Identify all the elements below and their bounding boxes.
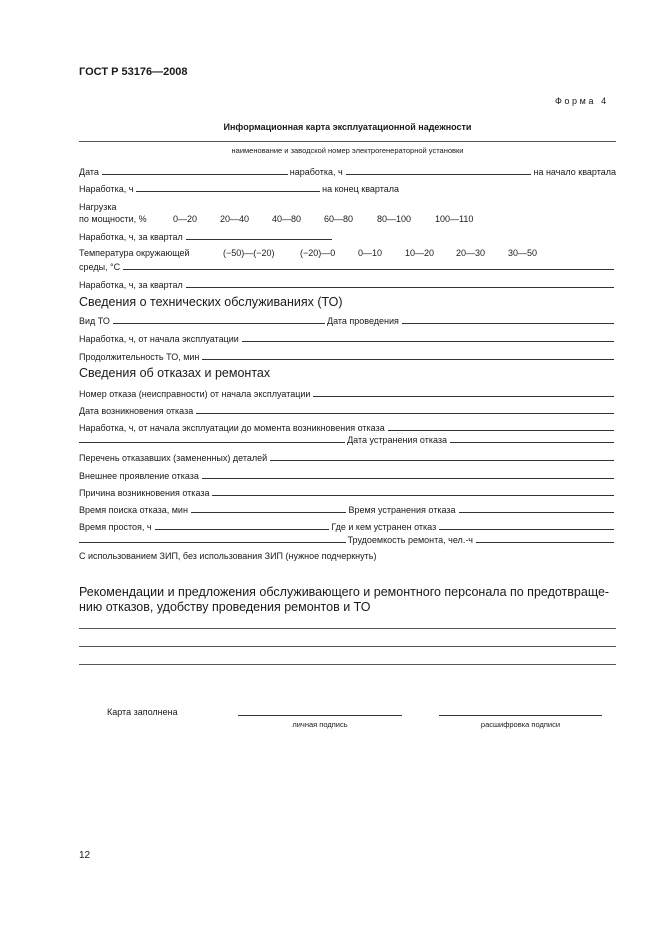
failure-manifestation-label: Внешнее проявление отказа	[79, 471, 199, 481]
failure-number-field[interactable]	[313, 396, 614, 397]
failure-downtime-label: Время простоя, ч	[79, 522, 152, 532]
temp-range[interactable]: 0—10	[358, 248, 383, 258]
maintenance-type-label: Вид ТО	[79, 316, 110, 326]
hours-quarter-row-2	[79, 278, 616, 290]
load-label-line2: по мощности, %	[79, 214, 147, 224]
temp-range[interactable]: 20—30	[456, 248, 486, 258]
failure-parts-row	[79, 451, 616, 463]
personal-signature-caption: личная подпись	[292, 720, 348, 729]
hours-quarter-field-2[interactable]	[186, 287, 614, 288]
failure-cause-label: Причина возникновения отказа	[79, 488, 210, 498]
maintenance-duration-row	[79, 350, 616, 362]
failure-search-time-label: Время поиска отказа, мин	[79, 505, 188, 515]
installation-name-caption: наименование и заводской номер электрогенераторной установки	[231, 146, 464, 155]
recommendations-line[interactable]	[79, 646, 616, 647]
failure-labor-label: Трудоемкость ремонта, чел.-ч	[347, 535, 473, 545]
load-range[interactable]: 40—80	[272, 214, 302, 224]
date-row	[79, 165, 616, 177]
card-title: Информационная карта эксплуатационной надежности	[223, 122, 472, 132]
hours-quarter-row-1	[79, 230, 334, 242]
date-label: Дата	[79, 167, 99, 177]
failure-parts-field[interactable]	[270, 460, 614, 461]
maintenance-heading: Сведения о технических обслуживаниях (ТО)	[79, 295, 343, 309]
failure-labor-row	[79, 533, 616, 545]
failure-search-time-field[interactable]	[191, 512, 347, 513]
failure-fix-time-field[interactable]	[459, 512, 615, 513]
quarter-start-label: на начало квартала	[533, 167, 616, 177]
failure-fix-date-field[interactable]	[450, 442, 614, 443]
temp-range[interactable]: 30—50	[508, 248, 538, 258]
maintenance-duration-label: Продолжительность ТО, мин	[79, 352, 200, 362]
installation-name-line[interactable]	[79, 141, 616, 142]
hours-label: наработка, ч	[289, 167, 343, 177]
standard-number: ГОСТ Р 53176—2008	[79, 66, 188, 78]
failure-date-label: Дата возникновения отказа	[79, 406, 194, 416]
hours-quarter-field-1[interactable]	[186, 239, 332, 240]
failure-cause-field[interactable]	[212, 495, 614, 496]
failure-number-row	[79, 387, 616, 399]
recommendations-heading-line1: Рекомендации и предложения обслуживающего и ремонтного персонала по предотвраще-	[79, 585, 610, 599]
hours-end-field[interactable]	[136, 191, 320, 192]
failure-search-time-row	[79, 503, 616, 515]
maintenance-duration-field[interactable]	[202, 359, 614, 360]
maintenance-date-field[interactable]	[402, 323, 614, 324]
recommendations-heading-line2: нию отказов, удобству проведения ремонтов и ТО	[79, 600, 371, 614]
hours-quarter-label-1: Наработка, ч, за квартал	[79, 232, 183, 242]
failure-cause-row	[79, 486, 616, 498]
recommendations-line[interactable]	[79, 664, 616, 665]
temp-ranges	[223, 248, 537, 258]
failure-labor-field[interactable]	[476, 542, 614, 543]
hours-end-label: Наработка, ч	[79, 184, 134, 194]
maintenance-date-label: Дата проведения	[326, 316, 399, 326]
maintenance-type-row	[79, 314, 616, 326]
load-range[interactable]: 20—40	[220, 214, 250, 224]
failure-fix-time-label: Время устранения отказа	[348, 505, 456, 515]
failure-hours-field[interactable]	[388, 430, 614, 431]
temp-range[interactable]: 10—20	[405, 248, 435, 258]
failure-hours-row	[79, 421, 616, 433]
maintenance-hours-row	[79, 332, 616, 344]
load-range[interactable]: 60—80	[324, 214, 354, 224]
load-range[interactable]: 80—100	[377, 214, 412, 224]
load-ranges	[173, 214, 473, 224]
temp-label-line2: среды, °С	[79, 262, 121, 272]
temp-range[interactable]: (−50)—(−20)	[223, 248, 275, 258]
hours-quarter-label-2: Наработка, ч, за квартал	[79, 280, 183, 290]
page-number: 12	[79, 850, 91, 861]
failure-number-label: Номер отказа (неисправности) от начала эксплуатации	[79, 389, 311, 399]
maintenance-hours-label: Наработка, ч, от начала эксплуатации	[79, 334, 239, 344]
signature-transcript-caption: расшифровка подписи	[480, 720, 561, 729]
hours-start-field[interactable]	[346, 174, 532, 175]
failure-date-field[interactable]	[196, 413, 614, 414]
temp-row	[79, 260, 616, 272]
quarter-end-label: на конец квартала	[322, 184, 399, 194]
load-label-line1: Нагрузка	[79, 202, 117, 212]
form-label: Форма 4	[555, 96, 609, 106]
failure-where-who-label: Где и кем устранен отказ	[331, 522, 437, 532]
load-range[interactable]: 100—110	[435, 214, 474, 224]
failure-fix-date-row	[79, 433, 616, 445]
failure-downtime-row	[79, 520, 616, 532]
signature-transcript-line[interactable]	[439, 715, 602, 716]
hours-end-row	[79, 182, 399, 194]
failure-downtime-field-cont[interactable]	[79, 542, 346, 543]
personal-signature-line[interactable]	[238, 715, 402, 716]
failure-where-who-field[interactable]	[439, 529, 614, 530]
failures-heading: Сведения об отказах и ремонтах	[79, 366, 271, 380]
maintenance-type-field[interactable]	[113, 323, 325, 324]
maintenance-hours-field[interactable]	[242, 341, 614, 342]
failure-parts-label: Перечень отказавших (замененных) деталей	[79, 453, 268, 463]
failure-manifestation-row	[79, 469, 616, 481]
temp-label-line1: Температура окружающей	[79, 248, 190, 258]
failure-manifestation-field[interactable]	[202, 478, 614, 479]
failure-hours-label: Наработка, ч, от начала эксплуатации до момента возникновения отказа	[79, 423, 385, 433]
failure-date-row	[79, 404, 616, 416]
temp-range[interactable]: (−20)—0	[300, 248, 336, 258]
failure-downtime-field[interactable]	[155, 529, 330, 530]
filled-by-label: Карта заполнена	[107, 707, 178, 717]
failure-hours-field-cont[interactable]	[79, 442, 345, 443]
spares-note: С использованием ЗИП, без использования ЗИП (нужное подчеркнуть)	[79, 551, 377, 561]
date-field[interactable]	[102, 174, 288, 175]
load-range[interactable]: 0—20	[173, 214, 198, 224]
recommendations-line[interactable]	[79, 628, 616, 629]
failure-fix-date-label: Дата устранения отказа	[347, 435, 447, 445]
temp-field[interactable]	[123, 269, 614, 270]
